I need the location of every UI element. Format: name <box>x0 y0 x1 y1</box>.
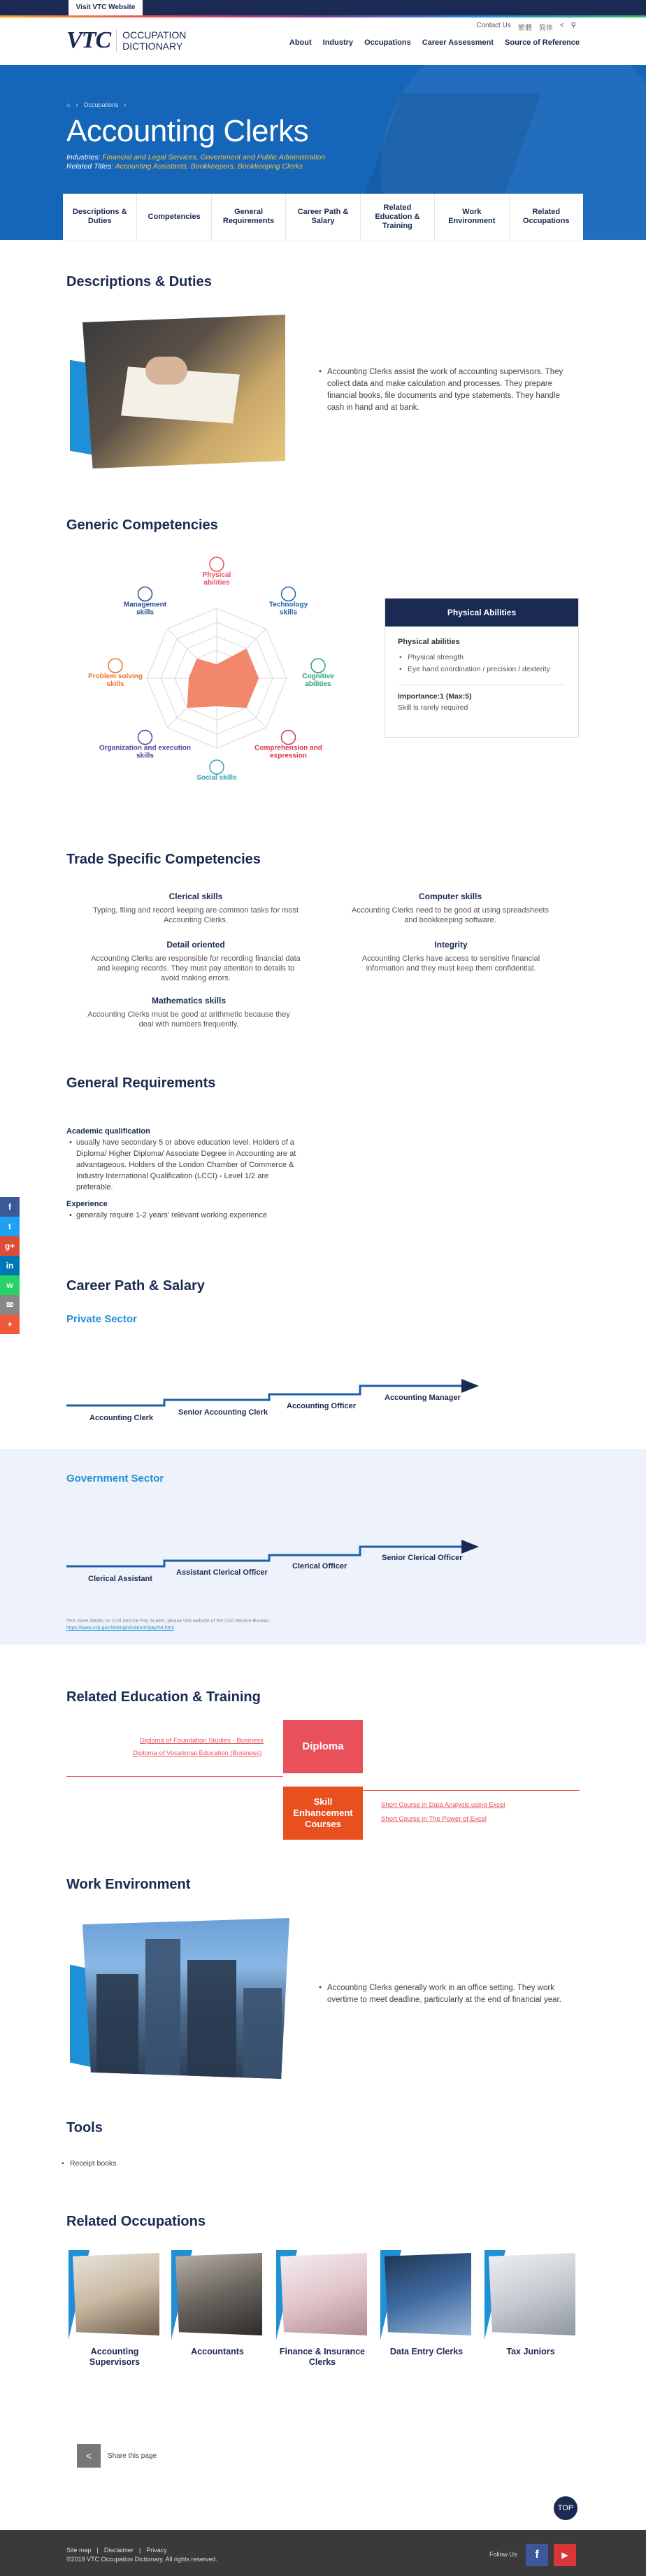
nav-about[interactable]: About <box>289 38 312 47</box>
panel-subtitle: Physical abilities <box>398 638 460 646</box>
divider <box>363 1790 580 1791</box>
nav-source-of-reference[interactable]: Source of Reference <box>505 38 580 47</box>
career-heading: Career Path & Salary <box>66 1278 205 1294</box>
site-footer: Site map | Disclaimer | Privacy ©2019 VTC Occupation Dictionary. All rights reserved. Follow Us f ▶ <box>0 2530 646 2576</box>
site-header <box>0 17 646 65</box>
education-heading: Related Education & Training <box>66 1689 261 1705</box>
panel-item: • Physical strength <box>408 653 566 661</box>
industries-value[interactable]: Financial and Legal Services, Government and Public Administration <box>102 153 326 162</box>
radar-label: abilities <box>203 579 230 587</box>
email-icon[interactable]: ✉ <box>0 1295 20 1315</box>
google-plus-icon[interactable]: g+ <box>0 1236 20 1256</box>
youtube-icon[interactable]: ▶ <box>554 2544 576 2566</box>
tab-related-occupations[interactable]: Related Occupations <box>522 208 570 225</box>
skill-courses-box: Skill Enhancement Courses <box>283 1787 363 1840</box>
breadcrumb: ⌂ › Occupations › <box>66 101 127 108</box>
twitter-icon[interactable]: t <box>0 1217 20 1236</box>
nav-industry[interactable]: Industry <box>322 38 354 47</box>
nav-career-assessment[interactable]: Career Assessment <box>422 38 494 47</box>
tab-related-education[interactable]: Related Education & Training <box>361 194 435 240</box>
course-link[interactable]: Short Course in The Power of Excel <box>381 1815 487 1823</box>
radar-label: Social skills <box>196 774 237 782</box>
copyright: ©2019 VTC Occupation Dictionary. All rights reserved. <box>66 2556 218 2563</box>
related-heading: Related Occupations <box>66 2214 206 2229</box>
general-requirements: Academic qualification • usually have secondary 5 or above education level. Holders of a Diploma/ Higher Diploma/ Associate Degree in Accounting are at advantageous. Holders of the London Chamber of Commerce & Industry International Qualification (LCCI) - Level 1/2 are preferable. Experience • generally require 1-2 years' relevant working experience <box>66 1122 304 1221</box>
tools-heading: Tools <box>66 2120 103 2135</box>
panel-item: • Eye hand coordination / precision / dexterity <box>408 665 566 673</box>
radar-label: Physical <box>202 571 231 579</box>
accounting-photo <box>70 308 291 475</box>
footer-disclaimer[interactable]: Disclaimer <box>103 2547 134 2554</box>
share-icon[interactable]: < <box>77 2444 101 2468</box>
related-titles-line: Related Titles: Accounting Assistants, Bookkeepers, Bookkeeping Clerks <box>66 162 303 171</box>
career-footnote: *For more details on Civil Service Pay Scales, please visit website of the Civil Service Bureau: https://www.csb.gov.hk/english/admin/pay/53.html <box>66 1619 271 1631</box>
skill-icon <box>311 659 325 673</box>
tab-competencies[interactable]: Competencies <box>137 194 211 240</box>
career-step: Senior Accounting Clerk <box>178 1408 268 1417</box>
descriptions-text: • Accounting Clerks assist the work of accounting supervisors. They collect data and make calculation and processes. They prepare financial books, file documents and type statements. They handle cash in hand and at bank. <box>327 366 579 414</box>
government-career-steps <box>66 1531 486 1573</box>
skill-icon <box>282 731 296 745</box>
related-card[interactable]: Accountants <box>171 2250 264 2357</box>
share-icon[interactable]: < <box>559 22 564 29</box>
physical-abilities-panel <box>385 598 579 738</box>
arrow-icon <box>461 1379 479 1393</box>
civil-service-link[interactable]: https://www.csb.gov.hk/english/admin/pay/53.html <box>66 1626 174 1631</box>
importance-desc: Skill is rarely required <box>398 703 468 712</box>
career-step: Clerical Assistant <box>88 1575 152 1583</box>
linkedin-icon[interactable]: in <box>0 1256 20 1275</box>
private-sector-heading: Private Sector <box>66 1313 137 1325</box>
trade-item: Mathematics skills Accounting Clerks must be good at arithmetic because they deal with numbers frequently. <box>87 996 290 1029</box>
main-nav <box>289 38 580 47</box>
breadcrumb-occupations[interactable]: Occupations <box>83 101 119 108</box>
radar-label: Comprehension and <box>254 744 322 752</box>
page-title: Accounting Clerks <box>66 114 309 148</box>
related-card[interactable]: Finance & Insurance Clerks <box>276 2250 368 2368</box>
skill-icon <box>282 587 296 601</box>
skill-icon <box>210 557 224 571</box>
competency-radar <box>77 552 357 804</box>
back-to-top-button[interactable]: TOP <box>554 2496 577 2520</box>
utility-links <box>476 22 576 32</box>
more-share-icon[interactable]: + <box>0 1315 20 1334</box>
diploma-box: Diploma <box>283 1720 363 1773</box>
contact-us-link[interactable]: Contact Us <box>476 22 511 29</box>
career-step: Assistant Clerical Officer <box>176 1568 268 1577</box>
divider <box>66 1776 283 1777</box>
tab-general-requirements[interactable]: General Requirements <box>212 194 286 240</box>
arrow-icon <box>461 1540 479 1554</box>
footer-sitemap[interactable]: Site map <box>66 2547 92 2554</box>
logo-vtc: VTC <box>66 27 111 53</box>
private-career-steps <box>66 1371 486 1412</box>
share-label: Share this page <box>108 2452 157 2460</box>
trade-item: Integrity Accounting Clerks have access to sensitive financial information and they must keep them confidential. <box>361 940 540 973</box>
nav-occupations[interactable]: Occupations <box>364 38 411 47</box>
skill-icon <box>138 587 152 601</box>
career-step: Accounting Clerk <box>89 1414 154 1422</box>
radar-label: skills <box>136 752 154 760</box>
trade-item: Clerical skills Typing, filing and record keeping are common tasks for most Accounting Clerks. <box>92 892 299 924</box>
search-icon[interactable]: ⚲ <box>570 22 576 29</box>
social-share-bar <box>0 1197 20 1334</box>
whatsapp-icon[interactable]: w <box>0 1275 20 1295</box>
skill-icon <box>138 731 152 745</box>
related-card[interactable]: Accounting Supervisors <box>69 2250 161 2368</box>
diploma-link[interactable]: Diploma of Foundation Studies - Business <box>140 1737 264 1745</box>
course-link[interactable]: Short Course in Data Analysis using Excel <box>381 1801 505 1809</box>
radar-label: Technology <box>268 601 308 609</box>
generic-heading: Generic Competencies <box>66 517 218 533</box>
office-buildings-photo <box>70 1912 291 2084</box>
radar-label: Cognitive <box>302 673 334 680</box>
trade-item: Detail oriented Accounting Clerks are responsible for recording financial data and keeping records. They must pay attention to details to avoid making errors. <box>91 940 301 982</box>
career-step: Clerical Officer <box>292 1562 347 1570</box>
trade-item: Computer skills Accounting Clerks need to be good at using spreadsheets and bookkeeping software. <box>352 892 549 924</box>
tab-work-environment[interactable]: Work Environment <box>435 194 509 240</box>
skill-icon <box>210 760 224 774</box>
radar-label: abilities <box>305 680 331 688</box>
work-text: • Accounting Clerks generally work in an office setting. They work overtime to meet deadline, particularly at the end of financial year. <box>327 1982 579 2006</box>
follow-label: Follow Us <box>489 2551 517 2558</box>
career-step: Accounting Manager <box>385 1394 461 1402</box>
importance-label: Importance:1 (Max:5) <box>398 685 566 701</box>
facebook-icon[interactable]: f <box>0 1197 20 1217</box>
lang-tc-link[interactable]: 繁體 <box>517 24 532 32</box>
skill-icon <box>108 659 122 673</box>
radar-label: skills <box>136 608 154 617</box>
general-heading: General Requirements <box>66 1075 216 1091</box>
facebook-icon[interactable]: f <box>526 2544 548 2566</box>
career-step: Accounting Officer <box>287 1402 357 1410</box>
related-titles-value: Accounting Assistants, Bookkeepers, Bookkeeping Clerks <box>115 162 303 171</box>
site-logo[interactable] <box>66 27 186 54</box>
tab-career-path[interactable]: Career Path & Salary <box>286 194 360 240</box>
share-page[interactable] <box>77 2444 157 2468</box>
diploma-link[interactable]: Diploma of Vocational Education (Business) <box>133 1749 262 1757</box>
related-card[interactable]: Data Entry Clerks <box>380 2250 473 2357</box>
career-step: Senior Clerical Officer <box>382 1554 463 1562</box>
work-heading: Work Environment <box>66 1877 191 1892</box>
section-tabs <box>63 194 583 240</box>
logo-dictionary: OCCUPATION DICTIONARY <box>116 29 186 52</box>
radar-label: skills <box>106 680 124 688</box>
radar-area <box>187 649 259 708</box>
radar-label: Management <box>123 601 167 609</box>
radar-label: skills <box>280 608 298 617</box>
tab-descriptions[interactable]: Descriptions & Duties <box>63 194 137 240</box>
government-sector-heading: Government Sector <box>66 1473 164 1484</box>
radar-label: Organization and execution <box>99 744 192 752</box>
footer-privacy[interactable]: Privacy <box>146 2547 167 2554</box>
visit-vtc-link[interactable]: Visit VTC Website <box>69 0 143 15</box>
radar-label: expression <box>270 752 307 760</box>
home-icon[interactable]: ⌂ <box>66 101 71 108</box>
panel-title: Physical Abilities <box>385 599 578 627</box>
lang-sc-link[interactable]: 简体 <box>538 24 553 32</box>
trade-heading: Trade Specific Competencies <box>66 852 261 867</box>
related-card[interactable]: Tax Juniors <box>484 2250 577 2357</box>
descriptions-heading: Descriptions & Duties <box>66 274 212 289</box>
tool-item: • Receipt books <box>70 2158 117 2170</box>
industries-line: Industries: Financial and Legal Services, Government and Public Administration <box>66 153 326 162</box>
radar-label: Problem solving <box>88 673 143 680</box>
top-bar <box>0 0 646 15</box>
